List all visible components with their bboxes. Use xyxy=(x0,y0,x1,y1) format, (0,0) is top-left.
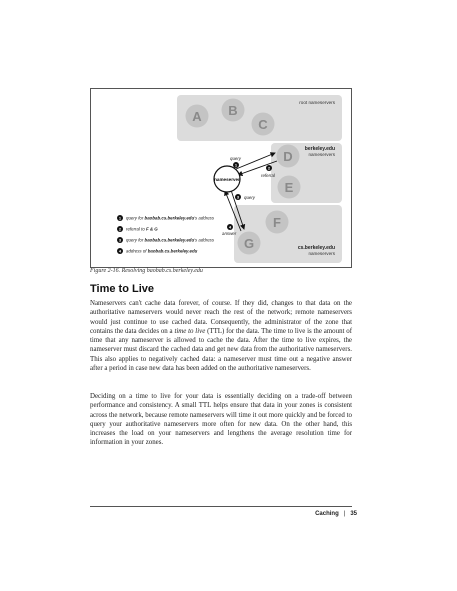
server-a-label: A xyxy=(192,109,202,124)
legend-number: 1 xyxy=(118,215,122,221)
berkeley-zone-name: berkeley.edu xyxy=(304,146,335,152)
step-4-marker xyxy=(227,224,233,230)
footer-section: Caching xyxy=(315,511,339,517)
figure-caption: Figure 2-16. Resolving baobab.cs.berkeley.edu xyxy=(90,268,203,274)
server-c-label: C xyxy=(258,117,268,132)
root-zone-label: root nameservers xyxy=(299,100,335,105)
legend-text: referral to F & G xyxy=(126,226,158,232)
step-3-marker xyxy=(235,194,241,200)
server-g-label: G xyxy=(243,236,255,251)
legend-number: 3 xyxy=(118,237,122,243)
term-time-to-live: time to live xyxy=(174,327,206,335)
paragraph-text: (TTL) for the data. The time to live is the amount of time that any nameserver is allowed to cache the data. After the time to live expires, the nameserver must discard the cached data and get new data from the authoritative nameservers. This also applies to negatively cached data: a nameserver must time out a negative answer after a period in case new data has been added on the authoritative nameservers. xyxy=(90,327,352,372)
step-1-marker xyxy=(233,162,239,168)
footer-rule xyxy=(90,506,352,507)
legend-item xyxy=(117,248,198,254)
step-3-label: query xyxy=(244,195,255,200)
server-e xyxy=(278,176,301,199)
legend xyxy=(117,215,215,254)
step-2-label: referral xyxy=(261,173,275,178)
figure-frame xyxy=(90,88,352,268)
legend-item xyxy=(117,215,215,221)
berkeley-zone-sub: nameservers xyxy=(308,152,335,157)
legend-item xyxy=(117,237,215,243)
legend-number: 4 xyxy=(118,248,122,254)
step-2-marker xyxy=(266,165,272,171)
server-b-label: B xyxy=(228,103,238,118)
server-b xyxy=(222,99,245,122)
nameserver-node xyxy=(214,166,240,192)
section-title: Time to Live xyxy=(90,283,154,295)
page-footer xyxy=(315,511,357,517)
cs-zone-name: cs.berkeley.edu xyxy=(297,245,335,251)
nameserver-label: nameserver xyxy=(214,177,240,182)
step-4-number: 4 xyxy=(228,224,232,230)
step-1-number: 1 xyxy=(234,162,238,168)
step-1-label: query xyxy=(230,156,241,161)
legend-number: 2 xyxy=(118,226,122,232)
paragraph-ttl-definition xyxy=(90,299,352,373)
legend-item xyxy=(117,226,158,232)
footer-separator: | xyxy=(343,511,346,517)
page-number: 35 xyxy=(350,511,357,517)
server-d xyxy=(277,145,300,168)
step-4-label: answer xyxy=(222,231,237,236)
legend-text: address of baobab.cs.berkeley.edu xyxy=(126,248,198,254)
legend-text: query for baobab.cs.berkeley.edu's address xyxy=(126,215,215,221)
server-a xyxy=(186,105,209,128)
server-f-label: F xyxy=(273,215,281,230)
paragraph-ttl-tradeoff: Deciding on a time to live for your data is essentially deciding on a trade-off between performance and consistency. A small TTL helps ensure that data in your zones is consistent across the network, because remote nameservers will time it out more quickly and be forced to query your authoritative nameservers more often for new data. On the other hand, this increases the load on your nameservers and lengthens the average resolution time for information in your zones. xyxy=(90,393,352,447)
server-g xyxy=(238,232,261,255)
server-e-label: E xyxy=(284,180,294,195)
dns-resolution-diagram xyxy=(91,89,353,269)
server-f xyxy=(266,211,289,234)
paragraph-text: Nameservers can't cache data forever, of course. If they did, changes to that data on the authoritative nameservers would never reach the rest of the network; remote nameservers would just continue to use cached data. Consequently, the administrator of the zone that contains the data decides on a xyxy=(90,300,352,335)
cs-zone-sub: nameservers xyxy=(308,251,335,256)
legend-text: query for baobab.cs.berkeley.edu's address xyxy=(126,237,215,243)
step-3-number: 3 xyxy=(236,194,240,200)
server-d-label: D xyxy=(283,149,293,164)
step-2-number: 2 xyxy=(267,165,271,171)
server-c xyxy=(252,113,275,136)
